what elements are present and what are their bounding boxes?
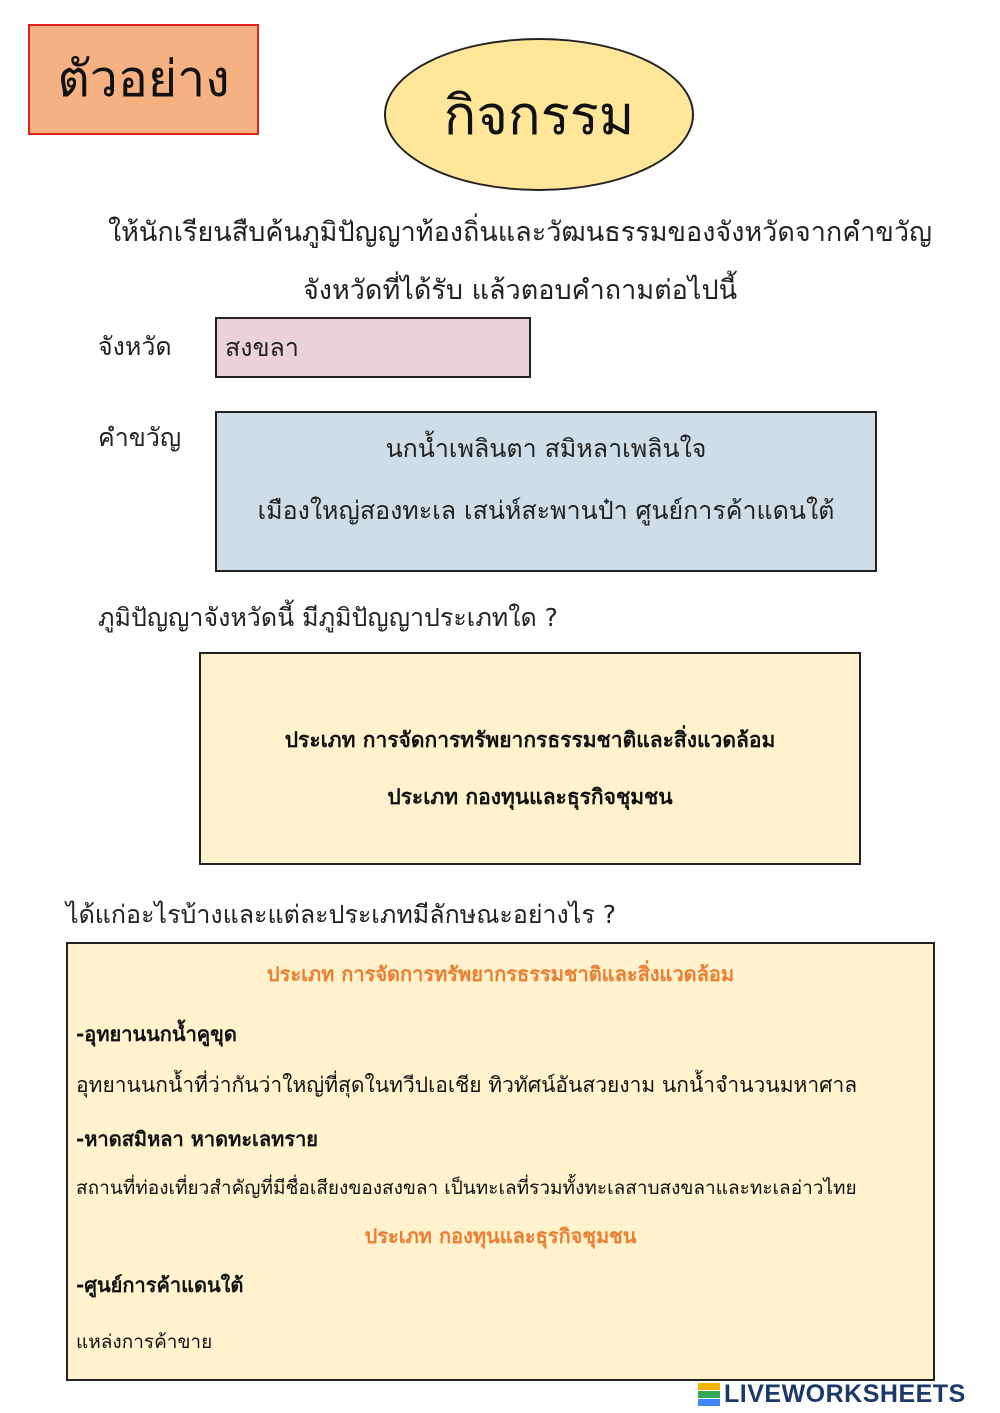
question-2: ได้แก่อะไรบ้างและแต่ละประเภทมีลักษณะอย่างไร ?: [66, 900, 616, 929]
answer-1-line-1: ประเภท การจัดการทรัพยากรธรรมชาติและสิ่งแวดล้อม: [284, 728, 776, 752]
logo-icon: [698, 1383, 720, 1406]
item-1-title: -อุทยานนกน้ำคูขุด: [76, 1022, 237, 1046]
instruction-line-1: ให้นักเรียนสืบค้นภูมิปัญญาท้องถิ่นและวัฒนธรรมของจังหวัดจากคำขวัญ: [107, 217, 933, 248]
example-badge: ตัวอย่าง: [28, 24, 259, 135]
motto-line-1: นกน้ำเพลินตา สมิหลาเพลินใจ: [385, 434, 707, 463]
answer-2-box[interactable]: [66, 942, 935, 1381]
motto-label: คำขวัญ: [98, 423, 182, 452]
category-1-heading: ประเภท การจัดการทรัพยากรธรรมชาติและสิ่งแวดล้อม: [266, 962, 735, 986]
item-1-description: อุทยานนกน้ำที่ว่ากันว่าใหญ่ที่สุดในทวีปเอเชีย ทิวทัศน์อันสวยงาม นกน้ำจำนวนมหาศาล: [76, 1073, 858, 1097]
item-3-title: -ศูนย์การค้าแดนใต้: [76, 1273, 244, 1297]
item-2-title: -หาดสมิหลา หาดทะเลทราย: [76, 1127, 319, 1151]
activity-title: กิจกรรม: [384, 38, 694, 191]
province-label: จังหวัด: [98, 332, 172, 361]
instruction-line-2: จังหวัดที่ได้รับ แล้วตอบคำถามต่อไปนี้: [302, 275, 738, 306]
liveworksheets-logo: [698, 1380, 966, 1408]
province-field[interactable]: สงขลา: [215, 317, 531, 378]
logo-text: LIVEWORKSHEETS: [724, 1379, 966, 1408]
item-3-description: แหล่งการค้าขาย: [76, 1331, 213, 1353]
question-1: ภูมิปัญญาจังหวัดนี้ มีภูมิปัญญาประเภทใด ?: [98, 603, 558, 632]
answer-1-line-2: ประเภท กองทุนและธุรกิจชุมชน: [387, 785, 673, 809]
motto-line-2: เมืองใหญ่สองทะเล เสน่ห์สะพานป๋า ศูนย์การค้าแดนใต้: [257, 496, 835, 525]
category-2-heading: ประเภท กองทุนและธุรกิจชุมชน: [364, 1224, 637, 1248]
motto-box: [215, 411, 877, 572]
item-2-description: สถานที่ท่องเที่ยวสำคัญที่มีชื่อเสียงของสงขลา เป็นทะเลที่รวมทั้งทะเลสาบสงขลาและทะเลอ่าวไทย: [76, 1177, 857, 1199]
answer-1-box[interactable]: [199, 652, 861, 865]
